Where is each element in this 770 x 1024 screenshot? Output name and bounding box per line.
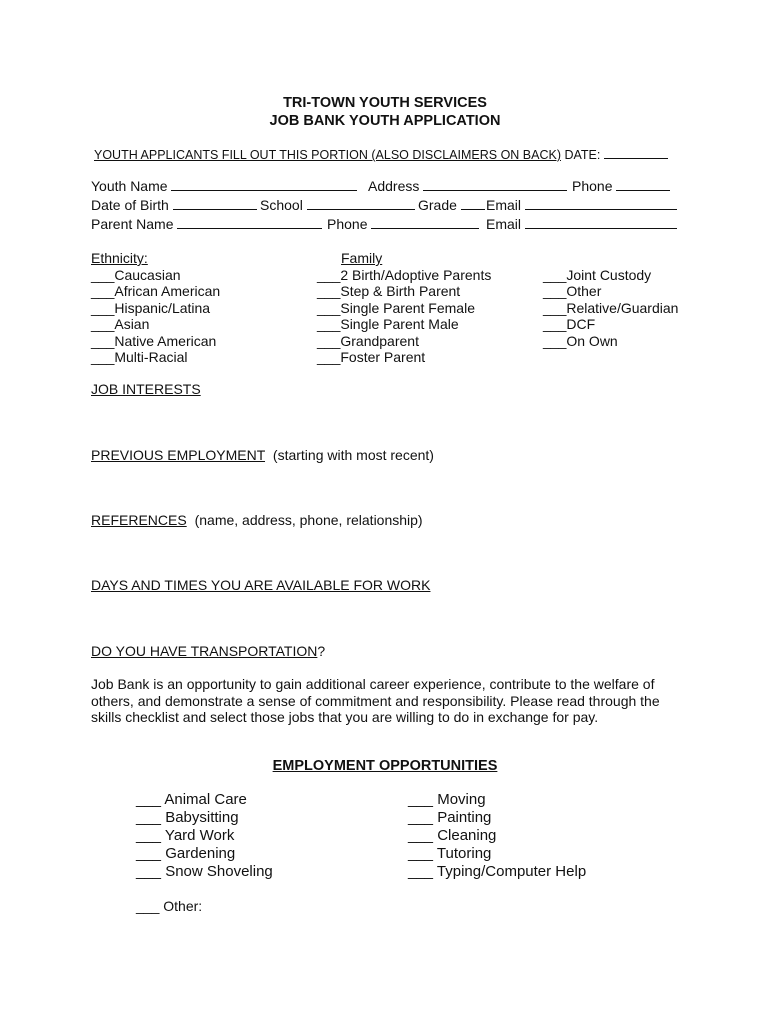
opportunity-item[interactable]: ___ Animal Care [136, 791, 247, 808]
ethnicity-column [91, 250, 220, 366]
family-option[interactable]: ___Joint Custody [543, 266, 652, 283]
family-option[interactable]: ___Other [543, 283, 602, 299]
opportunity-item[interactable]: ___ Yard Work [136, 827, 235, 844]
opportunity-item[interactable]: ___ Painting [408, 809, 492, 826]
youth-name-label: Youth Name [91, 178, 168, 194]
ethnicity-option[interactable]: ___Asian [91, 316, 150, 332]
prev-employment-heading: PREVIOUS EMPLOYMENT [91, 447, 266, 463]
school-field[interactable] [307, 197, 415, 210]
references-note: (name, address, phone, relationship) [194, 512, 423, 528]
address-field[interactable] [423, 178, 567, 191]
phone-field[interactable] [616, 178, 670, 191]
parent-email-label: Email [486, 216, 522, 232]
dob-label: Date of Birth [91, 197, 169, 213]
row-phone [572, 178, 670, 194]
references-heading: REFERENCES [91, 512, 187, 528]
transportation-question-mark: ? [317, 643, 326, 659]
grade-field[interactable] [461, 197, 485, 210]
instruction-line [94, 146, 668, 162]
date-field[interactable] [604, 146, 668, 159]
family-option[interactable]: ___Single Parent Male [317, 316, 459, 332]
opportunity-item[interactable]: ___ Gardening [136, 845, 236, 862]
ethnicity-heading: Ethnicity: [91, 250, 148, 266]
ethnicity-option[interactable]: ___Caucasian [91, 266, 181, 283]
transportation-line [91, 643, 325, 659]
family-option[interactable]: ___2 Birth/Adoptive Parents [317, 266, 492, 283]
row-grade [418, 197, 485, 213]
family-option[interactable]: ___Relative/Guardian [543, 299, 679, 316]
opportunities-heading: EMPLOYMENT OPPORTUNITIES [272, 758, 498, 774]
parent-phone-label: Phone [327, 216, 368, 232]
family-option[interactable]: ___On Own [543, 332, 618, 349]
opportunity-item[interactable]: ___ Tutoring [408, 845, 492, 862]
family-option[interactable]: ___DCF [543, 316, 596, 332]
references-line [91, 512, 423, 528]
org-title: TRI-TOWN YOUTH SERVICES [283, 95, 487, 111]
row-youth-name [91, 178, 357, 194]
opportunity-item[interactable]: ___ Cleaning [408, 827, 497, 844]
row-email [486, 197, 677, 213]
ethnicity-option[interactable]: ___African American [91, 283, 221, 299]
youth-name-field[interactable] [171, 178, 357, 191]
row-email2 [486, 216, 677, 232]
email-field[interactable] [525, 197, 677, 210]
job-interests-heading: JOB INTERESTS [91, 381, 201, 397]
instruction-text: YOUTH APPLICANTS FILL OUT THIS PORTION (ALSO DISCLAIMERS ON BACK) [94, 148, 561, 162]
transportation-heading: DO YOU HAVE TRANSPORTATION [91, 643, 318, 659]
family-column [317, 250, 491, 366]
form-title: JOB BANK YOUTH APPLICATION [269, 113, 501, 129]
opportunity-item[interactable]: ___ Moving [408, 791, 486, 808]
family-option[interactable]: ___Single Parent Female [317, 299, 475, 316]
school-label: School [260, 197, 303, 213]
dob-field[interactable] [173, 197, 257, 210]
row-address [368, 178, 567, 194]
family-heading: Family [341, 250, 383, 266]
row-phone2 [327, 216, 479, 232]
ethnicity-option[interactable]: ___Multi-Racial [91, 349, 188, 365]
parent-name-field[interactable] [177, 216, 322, 229]
parent-email-field[interactable] [525, 216, 677, 229]
ethnicity-option[interactable]: ___Native American [91, 332, 217, 349]
family-option[interactable]: ___Grandparent [317, 332, 419, 349]
email-label: Email [486, 197, 522, 213]
phone-label: Phone [572, 178, 613, 194]
opportunity-item[interactable]: ___ Babysitting [136, 809, 239, 826]
opportunities-right-column [408, 791, 586, 881]
parent-name-label: Parent Name [91, 216, 174, 232]
prev-employment-line [91, 447, 434, 463]
date-label: DATE: [564, 148, 601, 162]
parent-phone-field[interactable] [371, 216, 479, 229]
prev-employment-note: (starting with most recent) [272, 447, 434, 463]
other-opportunity[interactable]: ___ Other: [136, 898, 203, 914]
ethnicity-option[interactable]: ___Hispanic/Latina [91, 299, 211, 316]
row-parent-name [91, 216, 322, 232]
opportunity-item[interactable]: ___ Typing/Computer Help [408, 863, 587, 880]
opportunities-left-column [136, 791, 273, 881]
grade-label: Grade [418, 197, 457, 213]
job-bank-paragraph: Job Bank is an opportunity to gain additional career experience, contribute to the welfare of others, and demonstrate a sense of commitment and responsibility. Please read through the skills checklist and select those jobs that you are willing to do in exchange for pay. [91, 676, 660, 725]
address-label: Address [368, 178, 420, 194]
family-column-2 [543, 267, 678, 350]
opportunity-item[interactable]: ___ Snow Shoveling [136, 863, 273, 880]
row-dob [91, 197, 257, 213]
row-school [260, 197, 415, 213]
family-option[interactable]: ___Foster Parent [317, 349, 426, 365]
family-option[interactable]: ___Step & Birth Parent [317, 283, 461, 299]
availability-heading: DAYS AND TIMES YOU ARE AVAILABLE FOR WORK [91, 577, 431, 593]
